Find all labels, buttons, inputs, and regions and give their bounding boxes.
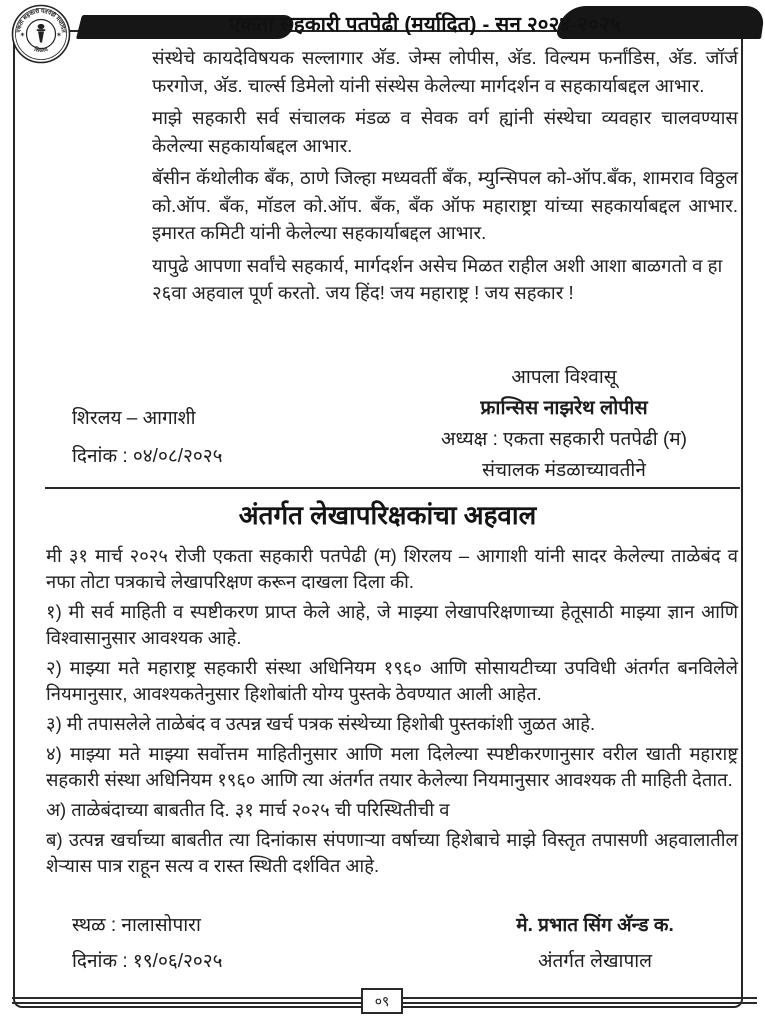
acknowledgement-paragraph: संस्थेचे कायदेविषयक सल्लागार अ‍ॅड. जेम्स लोपीस, अ‍ॅड. विल्यम फर्नांडिस, अ‍ॅड. जॉर्ज फरगोज, अ‍ॅड. चार्ल्स डिमेलो यांनी संस्थेस केलेल्या मार्गदर्शन व सहकार्याबद्दल आभार. [152,47,738,96]
page-number: ०९ [361,988,403,1014]
seal-ring-text-top: एकता सहकारी पतपेढी मर्यादित [16,8,66,34]
on-behalf-line: संचालक मंडळाच्यावतीने [482,460,646,481]
acknowledgement-section [152,44,738,312]
page-title: एकता सहकारी पतपेढी (मर्यादित) - सन २०२४-२०२५ [229,13,621,36]
audit-point: १) मी सर्व माहिती व स्पष्टीकरण प्राप्त केले आहे, जे माझ्या लेखापरिक्षणाच्या हेतूसाठी माझ्या ज्ञान आणि विश्वासानुसार आवश्यक आहे. [46,601,738,648]
president-signature-block [420,362,708,486]
place-line: स्थळ : नालासोपारा [72,915,201,936]
place-date-block-top [72,400,223,476]
audit-report-body [46,543,738,883]
audit-point: ३) मी तपासलेले ताळेबंद व उत्पन्न खर्च पत्रक संस्थेच्या हिशोबी पुस्तकांशी जुळत आहे. [46,713,596,734]
auditor-designation: अंतर्गत लेखापाल [537,951,653,972]
audit-subpoint: ब) उत्पन्न खर्चाच्या बाबतीत त्या दिनांकास संपणाऱ्या वर्षाच्या हिशेबाचे माझे विस्तृत तपासणी अहवालातील शेऱ्यास पात्र राहून सत्य व रास्त स्थिती दर्शवित आहे. [46,829,738,876]
closing-line: आपला विश्वासू [511,367,617,388]
date-line: दिनांक : १९/०६/२०२५ [72,951,223,972]
president-name: फ्रान्सिस नाझरेथ लोपीस [480,397,648,419]
acknowledgement-paragraph: माझे सहकारी सर्व संचालक मंडळ व सेवक वर्ग ह्यांनी संस्थेचा व्यवहार चालवण्यास केलेल्या सहकार्याबद्दल आभार. [152,107,738,156]
place-date-block-bottom [72,908,223,980]
section-divider [45,487,740,489]
audit-report-heading: अंतर्गत लेखापरिक्षकांचा अहवाल [238,500,537,530]
acknowledgement-paragraph: बॅसीन कॅथोलीक बँक, ठाणे जिल्हा मध्यवर्ती बँक, म्युन्सिपल को-ऑप.बँक, शामराव विठ्ठल को.ऑप. बँक, मॉडल को.ऑप. बँक, बँक ऑफ महाराष्ट्रा यांच्या सहकार्याबद्दल आभार. इमारत कमिटी यांनी केलेल्या सहकार्याबद्दल आभार. [152,167,738,243]
date-line: दिनांक : ०४/०८/२०२५ [72,446,223,467]
seal-ring-text-bottom: शिरलय [33,46,49,55]
audit-subpoint: अ) ताळेबंदाच्या बाबतीत दि. ३१ मार्च २०२५ ची परिस्थितीची व [46,799,450,820]
society-seal-logo [11,4,71,64]
place-line: शिरलय – आगाशी [72,408,196,429]
audit-intro: मी ३१ मार्च २०२५ रोजी एकता सहकारी पतपेढी (म) शिरलय – आगाशी यांनी सादर केलेल्या ताळेबंद व नफा तोटा पत्रकाचे लेखापरिक्षण करून दाखला दिला की. [46,545,738,592]
seal-star-left: ✶ [19,32,26,39]
auditor-name: मे. प्रभात सिंग अ‍ॅन्ड क. [516,915,674,936]
president-designation: अध्यक्ष : एकता सहकारी पतपेढी (म) [440,429,687,450]
audit-point: ४) माझ्या मते माझ्या सर्वोत्तम माहितीनुसार आणि मला दिलेल्या स्पष्टीकरणानुसार वरील खाती महाराष्ट्र सहकारी संस्था अधिनियम १९६० आणि त्या अंतर्गत तयार केलेल्या नियमानुसार आवश्यक ती माहिती देतात. [46,743,738,790]
audit-point: २) माझ्या मते महाराष्ट्र सहकारी संस्था अधिनियम १९६० आणि सोसायटीच्या उपविधी अंतर्गत बनविलेले नियमानुसार, आवश्यकतेनुसार हिशोबांती योग्य पुस्तके ठेवण्यात आली आहेत. [46,657,738,704]
acknowledgement-paragraph: यापुढे आपणा सर्वांचे सहकार्य, मार्गदर्शन असेच मिळत राहील अशी आशा बाळगतो व हा २६वा अहवाल पूर्ण करतो. जय हिंद! जय महाराष्ट्र ! जय सहकार ! [152,254,723,303]
seal-star-right: ✶ [56,32,62,39]
auditor-signature-block [460,908,730,980]
